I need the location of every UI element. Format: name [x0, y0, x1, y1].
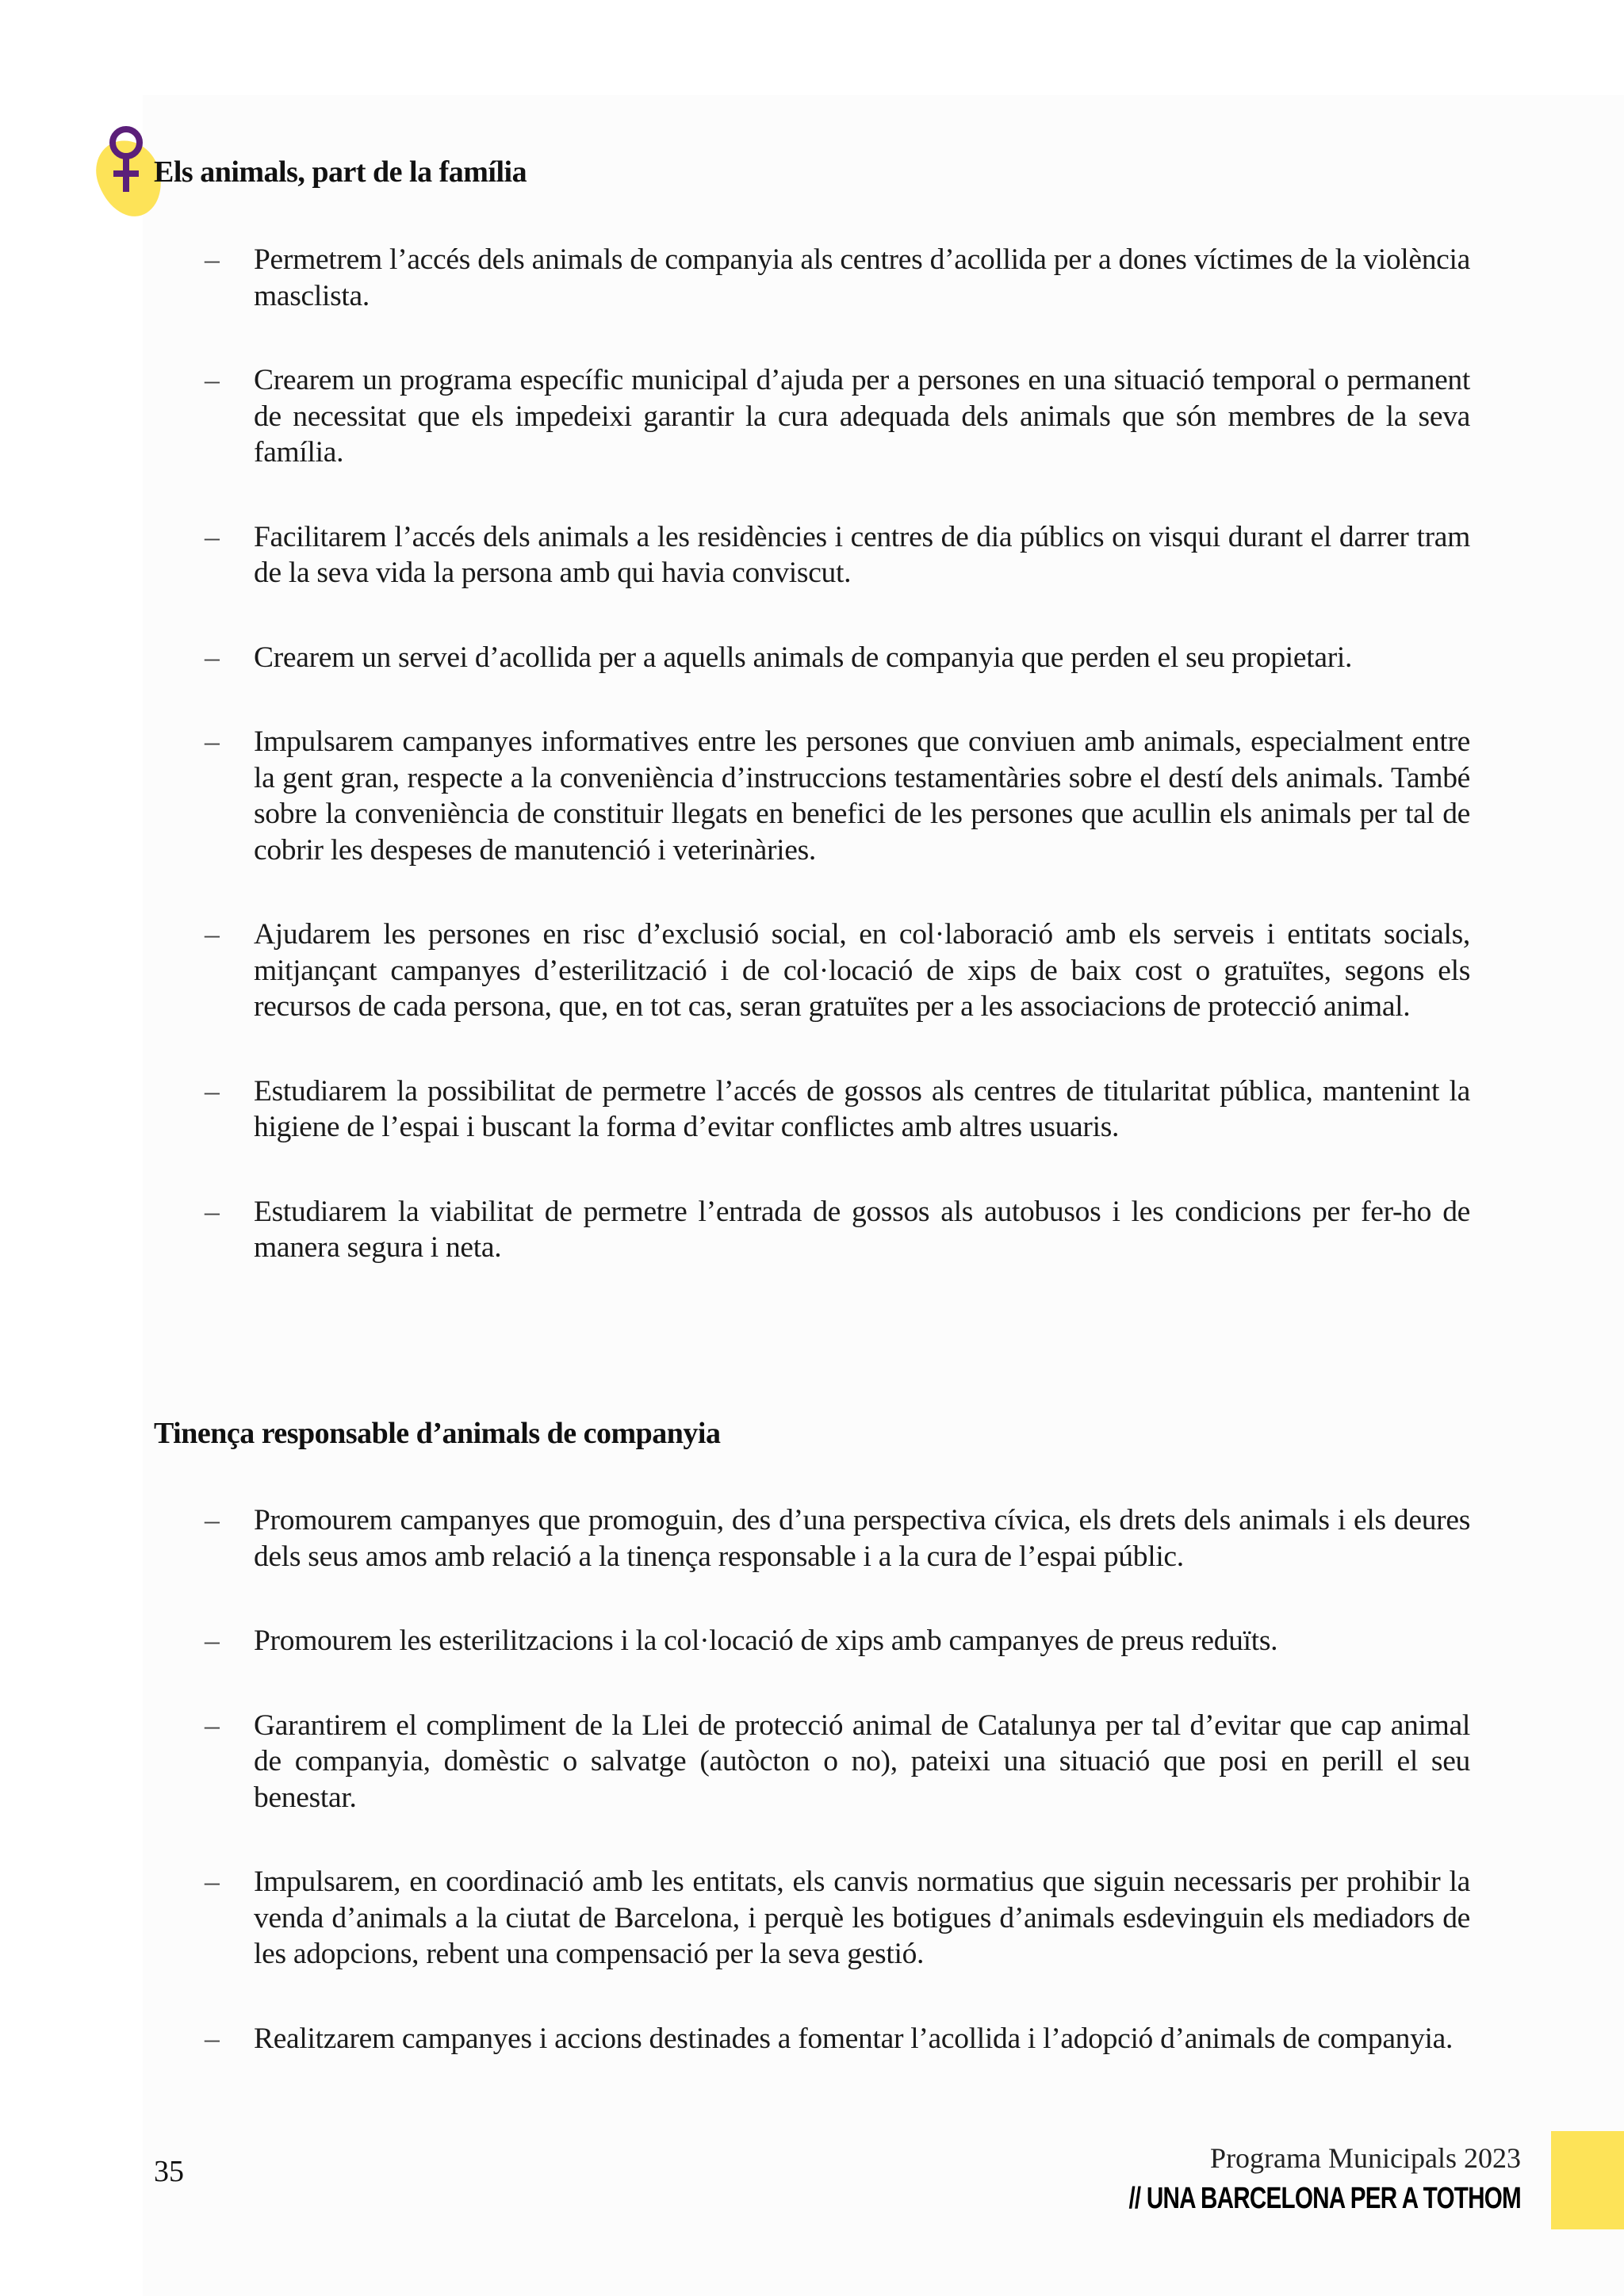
list-item: [205, 1194, 1470, 1266]
bullet-dash: –: [205, 520, 220, 553]
bullet-dash: –: [205, 1074, 220, 1108]
footer-accent-block: [1551, 2131, 1624, 2229]
list-item: [205, 1623, 1470, 1659]
list-item: [205, 519, 1470, 591]
bullet-dash: –: [205, 641, 220, 674]
bullet-dash: –: [205, 243, 220, 276]
bullet-dash: –: [205, 364, 220, 396]
list-item: [205, 1073, 1470, 1146]
program-label: Programa Municipals 2023: [1210, 2142, 1521, 2174]
list-item-text: Estudiarem la possibilitat de permetre l’accés de gossos als centres de titularitat pública, mantenint la higiene de l’espai i buscant la forma d’evitar conflictes amb altres usuaris.: [254, 1074, 1470, 1143]
bullet-dash: –: [205, 1624, 220, 1657]
list-item: [205, 1864, 1470, 1973]
animals-family-list: [205, 242, 1470, 1314]
list-item: [205, 1708, 1470, 1816]
list-item-text: Promourem les esterilitzacions i la col·locació de xips amb campanyes de preus reduïts.: [254, 1624, 1278, 1657]
list-item: [205, 724, 1470, 868]
list-item: [205, 916, 1470, 1025]
list-item-text: Facilitarem l’accés dels animals a les residències i centres de dia públics on visqui durant el darrer tram de la seva vida la persona amb qui havia conviscut.: [254, 520, 1470, 589]
list-item-text: Ajudarem les persones en risc d’exclusió social, en col·laboració amb els serveis i entitats socials, mitjançant campanyes d’esterilització i de col·locació de xips de baix cost o gratuïtes, segons els recursos de cada persona, que, en tot cas, seran gratuïtes per a les associacions de protecció animal.: [254, 918, 1470, 1023]
campaign-slogan: // UNA BARCELONA PER A TOTHOM: [1128, 2182, 1521, 2215]
list-item: [205, 362, 1470, 471]
list-item-text: Promourem campanyes que promoguin, des d’una perspectiva cívica, els drets dels animals i els deures dels seus amos amb relació a la tinença responsable i a la cura de l’espai públic.: [254, 1504, 1470, 1573]
bullet-dash: –: [205, 918, 220, 951]
bullet-dash: –: [205, 1195, 220, 1228]
list-item-text: Crearem un programa específic municipal d’ajuda per a persones en una situació temporal o permanent de necessitat que els impedeixi garantir la cura adequada dels animals que són membres de la seva família.: [254, 364, 1470, 469]
list-item: [205, 1502, 1470, 1575]
list-item-text: Permetrem l’accés dels animals de companyia als centres d’acollida per a dones víctimes de la violència masclista.: [254, 243, 1470, 312]
list-item: [205, 242, 1470, 314]
list-item: [205, 640, 1470, 676]
list-item-text: Crearem un servei d’acollida per a aquells animals de companyia que perden el seu propietari.: [254, 641, 1353, 674]
footer-branding: [1018, 2141, 1521, 2218]
bullet-dash: –: [205, 2022, 220, 2055]
list-item-text: Realitzarem campanyes i accions destinades a fomentar l’acollida i l’adopció d’animals de companyia.: [254, 2022, 1454, 2055]
bullet-dash: –: [205, 1709, 220, 1742]
bullet-dash: –: [205, 725, 220, 758]
list-item-text: Impulsarem, en coordinació amb les entitats, els canvis normatius que siguin necessaris per prohibir la venda d’animals a la ciutat de Barcelona, i perquè les botigues d’animals esdevinguin els mediadors de les adopcions, rebent una compensació per la seva gestió.: [254, 1866, 1470, 1970]
list-item-text: Impulsarem campanyes informatives entre les persones que conviuen amb animals, especialment entre la gent gran, respecte a la conveniència d’instruccions testamentàries sobre el destí dels animals. També sobre la conveniència de constituir llegats en benefici de les persones que acullin els animals per tal de cobrir les despeses de manutenció i veterinàries.: [254, 725, 1470, 867]
list-item: [205, 2021, 1470, 2057]
section-title-responsible-ownership: Tinença responsable d’animals de companyia: [154, 1417, 721, 1450]
bullet-dash: –: [205, 1866, 220, 1898]
section-title-animals-family: Els animals, part de la família: [154, 155, 527, 189]
list-item-text: Estudiarem la viabilitat de permetre l’entrada de gossos als autobusos i les condicions per fer-ho de manera segura i neta.: [254, 1195, 1470, 1264]
venus-icon: [103, 124, 149, 195]
list-item-text: Garantirem el compliment de la Llei de protecció animal de Catalunya per tal d’evitar que cap animal de companyia, domèstic o salvatge (autòcton o no), pateixi una situació que posi en perill el seu benestar.: [254, 1709, 1470, 1814]
bullet-dash: –: [205, 1504, 220, 1536]
responsible-ownership-list: [205, 1502, 1470, 2105]
page-number: 35: [154, 2155, 184, 2188]
